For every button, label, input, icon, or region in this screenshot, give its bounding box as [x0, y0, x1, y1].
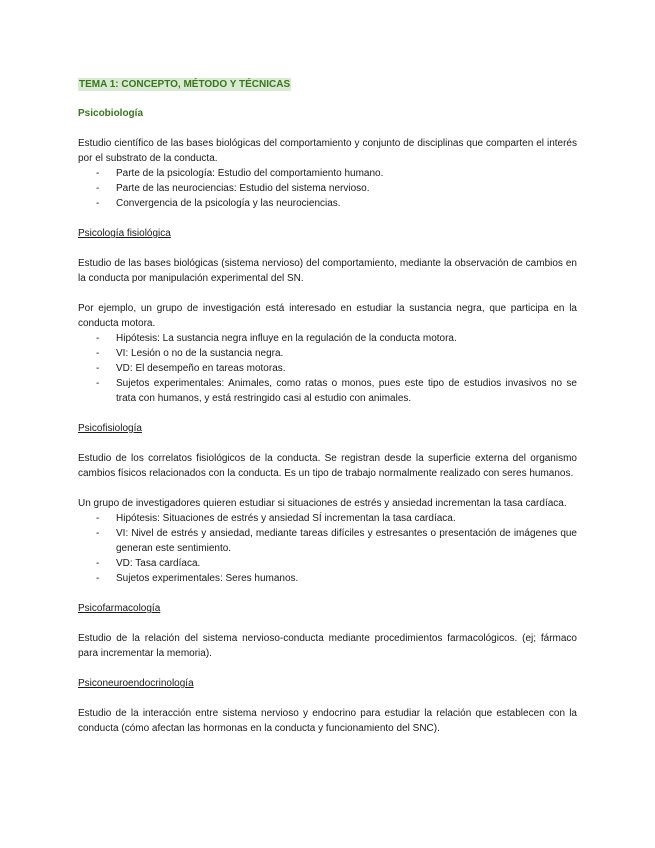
- paragraph: Estudio de la relación del sistema nervioso-conducta mediante procedimientos farmacológicos. (ej; fármaco para incrementar la memoria).: [78, 633, 577, 659]
- subheading-psicologia-fisiologica: Psicología fisiológica: [78, 228, 171, 239]
- list-item: - Parte de las neurociencias: Estudio del sistema nervioso.: [78, 181, 577, 196]
- list-item: - VD: El desempeño en tareas motoras.: [78, 361, 577, 376]
- subheading-psicofisiologia: Psicofisiología: [78, 423, 142, 434]
- psicofisiologia-list: [78, 511, 577, 586]
- subheading-psiconeuroendocrinologia: Psiconeuroendocrinología: [78, 678, 194, 689]
- paragraph: Estudio de las bases biológicas (sistema nervioso) del comportamiento, mediante la observación de cambios en la conducta por manipulación experimental del SN.: [78, 258, 577, 284]
- document-title: TEMA 1: CONCEPTO, MÉTODO Y TÉCNICAS: [79, 79, 291, 90]
- intro-list: [78, 166, 577, 211]
- list-item: - VI: Nivel de estrés y ansiedad, mediante tareas difíciles y estresantes o presentación de imágenes que generan este sentimiento.: [78, 526, 577, 556]
- list-item: - Hipótesis: Situaciones de estrés y ansiedad SÍ incrementan la tasa cardíaca.: [78, 511, 577, 526]
- section-heading: Psicobiología: [78, 108, 144, 119]
- list-item: - VI: Lesión o no de la sustancia negra.: [78, 346, 577, 361]
- list-item: - Sujetos experimentales: Animales, como ratas o monos, pues este tipo de estudios invasivos no se trata con humanos, y está restringido casi al estudio con animales.: [78, 376, 577, 406]
- subheading-psicofarmacologia: Psicofarmacología: [78, 603, 161, 614]
- paragraph: Estudio de los correlatos fisiológicos de la conducta. Se registran desde la superficie externa del organismo cambios físicos relacionados con la conducta. Es un tipo de trabajo normalmente realizado con seres humanos.: [78, 453, 577, 479]
- list-item: - Parte de la psicología: Estudio del comportamiento humano.: [78, 166, 577, 181]
- paragraph: Por ejemplo, un grupo de investigación está interesado en estudiar la sustancia negra, que participa en la conducta motora.: [78, 303, 577, 329]
- paragraph: Un grupo de investigadores quieren estudiar si situaciones de estrés y ansiedad incrementan la tasa cardíaca.: [78, 498, 567, 509]
- intro-paragraph: Estudio científico de las bases biológicas del comportamiento y conjunto de disciplinas que comparten el interés por el substrato de la conducta.: [78, 138, 577, 164]
- list-item: - Convergencia de la psicología y las neurociencias.: [78, 196, 577, 211]
- list-item: - VD: Tasa cardíaca.: [78, 556, 577, 571]
- paragraph: Estudio de la interacción entre sistema nervioso y endocrino para estudiar la relación que establecen con la conducta (cómo afectan las hormonas en la conducta y funcionamiento del SNC).: [78, 708, 577, 734]
- list-item: - Sujetos experimentales: Seres humanos.: [78, 571, 577, 586]
- list-item: - Hipótesis: La sustancia negra influye en la regulación de la conducta motora.: [78, 331, 577, 346]
- fisiologica-list: [78, 331, 577, 406]
